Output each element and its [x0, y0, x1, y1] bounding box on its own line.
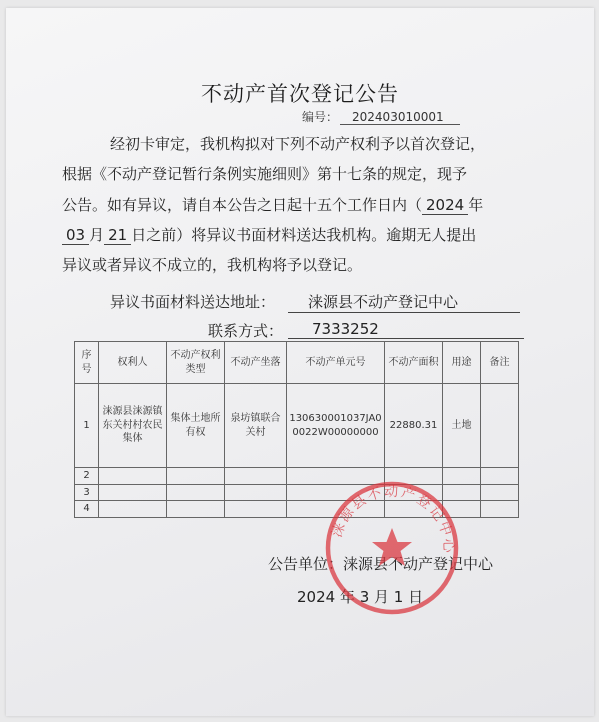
table-cell: [225, 468, 287, 485]
table-header: 不动产权利类型: [167, 342, 225, 384]
contact-label: 联系方式：: [208, 322, 284, 340]
body-line-3-text: 公告。如有异议，请自本公告之日起十五个工作日内（: [62, 196, 423, 214]
table-cell: 130630001037JA00022W00000000: [287, 384, 385, 468]
serial-number: [302, 108, 460, 125]
document-title: 不动产首次登记公告: [201, 82, 399, 106]
official-seal-icon: [322, 478, 462, 618]
signature-date: 2024 年 3 月 1 日: [297, 588, 424, 606]
address-label: 异议书面材料送达地址：: [110, 293, 276, 311]
table-cell: [481, 468, 519, 485]
contact-value: 7333252: [288, 320, 524, 339]
body-line-2: 根据《不动产登记暂行条例实施细则》第十七条的规定，现予: [62, 165, 468, 183]
table-cell: [481, 384, 519, 468]
table-cell: 涞源县涞源镇东关村村农民集体: [99, 384, 167, 468]
table-cell: [99, 501, 167, 518]
table-cell: [481, 484, 519, 501]
month-suffix: 月: [89, 226, 105, 244]
table-cell: 1: [75, 384, 99, 468]
table-cell: 3: [75, 484, 99, 501]
day-value: 21: [104, 226, 131, 245]
table-cell: [99, 484, 167, 501]
table-header: 不动产坐落: [225, 342, 287, 384]
table-cell: 2: [75, 468, 99, 485]
serial-value: 202403010001: [340, 110, 460, 125]
table-cell: 4: [75, 501, 99, 518]
table-header: 不动产单元号: [287, 342, 385, 384]
table-cell: 集体土地所有权: [167, 384, 225, 468]
table-cell: 土地: [443, 384, 481, 468]
serial-label: 编号：: [302, 110, 339, 124]
table-cell: [481, 501, 519, 518]
document-page: [6, 8, 594, 716]
table-header: 不动产面积: [385, 342, 443, 384]
table-header-row: [75, 342, 519, 384]
table-cell: 泉坊镇联合关村: [225, 384, 287, 468]
signature-unit-value: 涞源县不动产登记中心: [343, 555, 494, 573]
table-cell: [167, 484, 225, 501]
body-line-4-text: 日之前）将异议书面材料送达我机构。逾期无人提出: [131, 226, 477, 244]
table-header: 用途: [443, 342, 481, 384]
table-cell: [167, 501, 225, 518]
table-cell: [225, 484, 287, 501]
table-header: 序号: [75, 342, 99, 384]
table-cell: [225, 501, 287, 518]
address-value: 涞源县不动产登记中心: [288, 291, 520, 313]
table-header: 权利人: [99, 342, 167, 384]
signature-unit-label: 公告单位：: [268, 555, 344, 573]
seal-star-icon: [372, 528, 412, 566]
year-value: 2024: [422, 196, 468, 215]
table-cell: [167, 468, 225, 485]
month-value: 03: [62, 226, 89, 245]
table-header: 备注: [481, 342, 519, 384]
body-line-4: [62, 224, 476, 245]
table-cell: 22880.31: [385, 384, 443, 468]
table-row: [75, 384, 519, 468]
body-line-1: 经初卡审定，我机构拟对下列不动产权利予以首次登记，: [110, 135, 486, 153]
seal-text: 涞源县不动产登记中心: [329, 483, 457, 555]
body-line-3: [62, 194, 483, 215]
body-line-5: 异议或者异议不成立的，我机构将予以登记。: [62, 256, 363, 274]
table-cell: [99, 468, 167, 485]
year-suffix: 年: [468, 196, 484, 214]
